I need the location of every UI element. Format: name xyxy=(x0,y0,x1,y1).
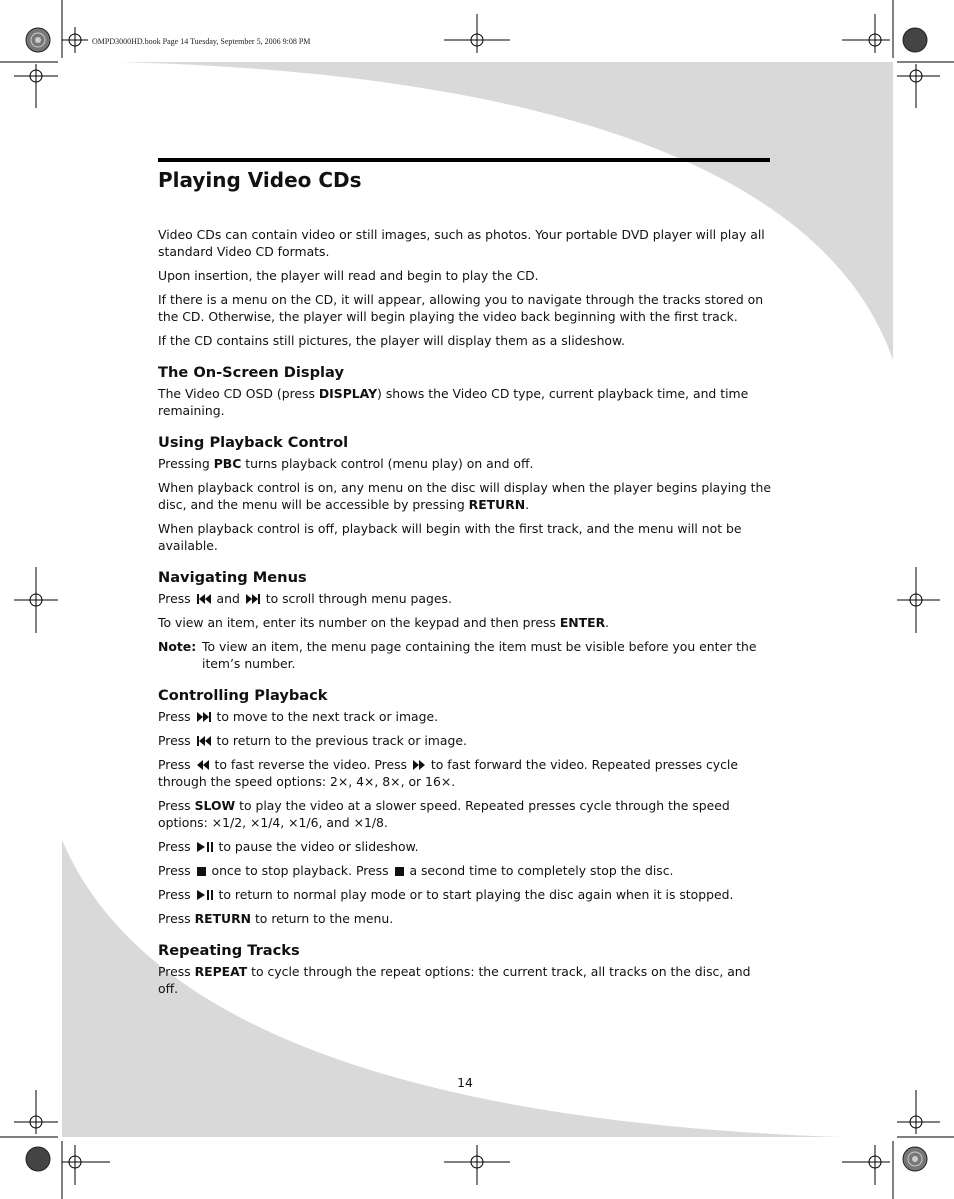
intro-paragraph: Video CDs can contain video or still images, such as photos. Your portable DVD player will play all standard Video CD formats. xyxy=(158,227,765,259)
page-title: Playing Video CDs xyxy=(158,168,362,192)
note xyxy=(158,638,772,672)
previous-icon xyxy=(197,736,211,746)
section-heading-repeat: Repeating Tracks xyxy=(158,942,300,959)
next-icon xyxy=(197,712,211,722)
control-paragraph: Press to return to the previous track or image. xyxy=(158,733,467,748)
file-info-header: OMPD3000HD.book Page 14 Tuesday, September 5, 2006 9:08 PM xyxy=(92,37,311,46)
section-heading-pbc: Using Playback Control xyxy=(158,434,349,451)
play-pause-icon xyxy=(197,842,213,852)
repeat-paragraph: Press REPEAT to cycle through the repeat options: the current track, all tracks on the disc, and off. xyxy=(158,964,751,996)
title-rule xyxy=(158,158,770,162)
intro-paragraph: If the CD contains still pictures, the player will display them as a slideshow. xyxy=(158,333,625,348)
osd-paragraph: The Video CD OSD (press DISPLAY) shows the Video CD type, current playback time, and time remaining. xyxy=(158,386,749,418)
control-paragraph: Press to fast reverse the video. Press to fast forward the video. Repeated presses cycle through the speed options: 2×, 4×, 8×, or 16×. xyxy=(158,757,738,789)
section-heading-control: Controlling Playback xyxy=(158,687,328,704)
menus-paragraph: To view an item, enter its number on the keypad and then press ENTER. xyxy=(158,615,610,630)
note-label: Note: xyxy=(158,639,197,654)
intro-paragraph: If there is a menu on the CD, it will appear, allowing you to navigate through the tracks stored on the CD. Otherwise, the player will begin playing the video back beginning with the first track. xyxy=(158,292,764,324)
page-content xyxy=(158,226,772,1004)
control-paragraph: Press to pause the video or slideshow. xyxy=(158,839,419,854)
section-heading-menus: Navigating Menus xyxy=(158,569,307,586)
play-pause-icon xyxy=(197,890,213,900)
rewind-icon xyxy=(197,760,209,770)
section-heading-osd: The On-Screen Display xyxy=(158,364,344,381)
pbc-paragraph: When playback control is off, playback will begin with the first track, and the menu will not be available. xyxy=(158,521,742,553)
control-paragraph: Press RETURN to return to the menu. xyxy=(158,911,394,926)
control-paragraph: Press SLOW to play the video at a slower speed. Repeated presses cycle through the speed options: ×1/2, ×1/4, ×1/6, and ×1/8. xyxy=(158,798,730,830)
control-paragraph: Press to move to the next track or image. xyxy=(158,709,439,724)
pbc-paragraph: When playback control is on, any menu on the disc will display when the player begins playing the disc, and the menu will be accessible by pressing RETURN. xyxy=(158,480,771,512)
pbc-paragraph: Pressing PBC turns playback control (menu play) on and off. xyxy=(158,456,534,471)
control-paragraph: Press once to stop playback. Press a second time to completely stop the disc. xyxy=(158,863,674,878)
fast-forward-icon xyxy=(413,760,425,770)
previous-icon xyxy=(197,594,211,604)
intro-paragraph: Upon insertion, the player will read and begin to play the CD. xyxy=(158,268,539,283)
menus-paragraph: Press and to scroll through menu pages. xyxy=(158,591,452,606)
stop-icon xyxy=(197,867,206,876)
page-number: 14 xyxy=(457,1075,473,1090)
note-text: To view an item, the menu page containing the item must be visible before you enter the item’s number. xyxy=(202,639,757,671)
control-paragraph: Press to return to normal play mode or to start playing the disc again when it is stopped. xyxy=(158,887,734,902)
stop-icon xyxy=(395,867,404,876)
next-icon xyxy=(246,594,260,604)
